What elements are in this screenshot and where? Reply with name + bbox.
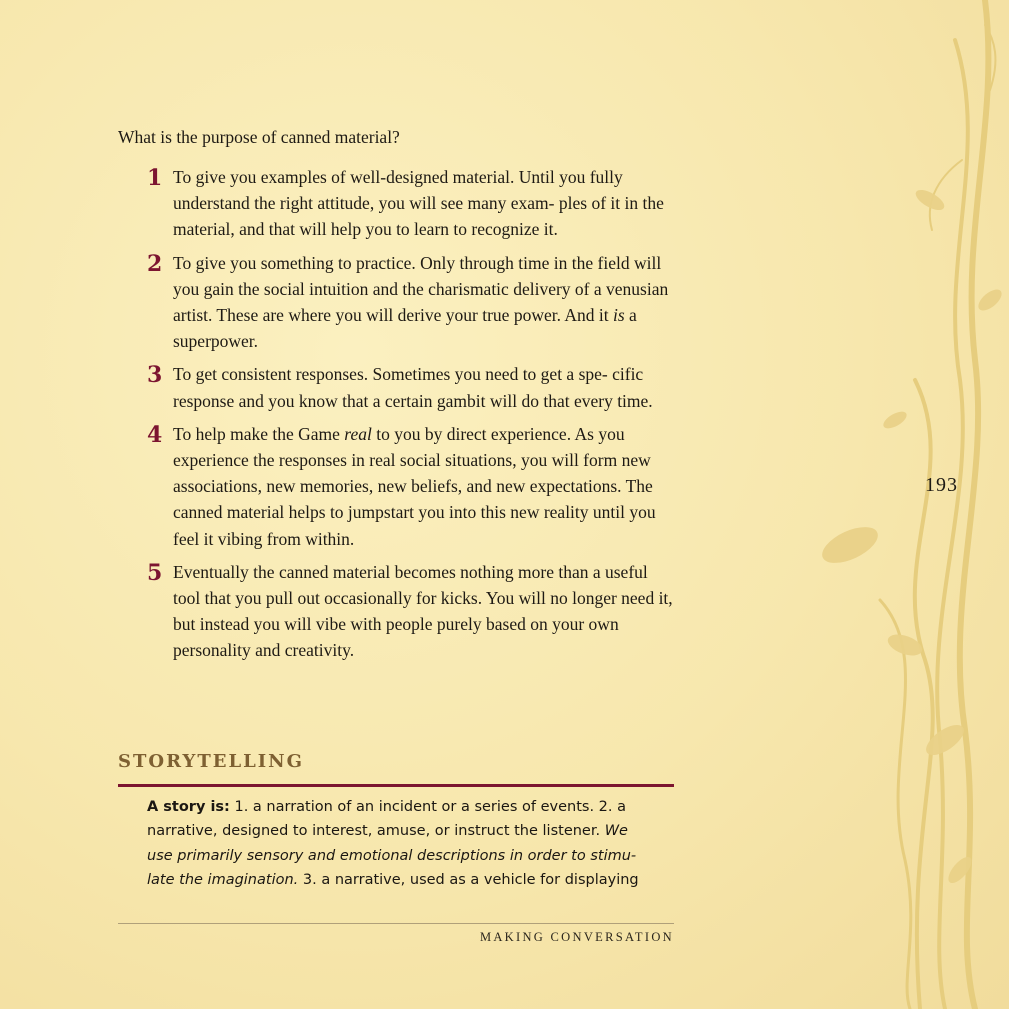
item-number: 5 (147, 559, 163, 586)
list-item (147, 164, 675, 243)
intro-question: What is the purpose of canned material? (118, 127, 400, 147)
footer-rule (118, 923, 674, 924)
list-item (147, 250, 675, 355)
section-heading: STORYTELLING (118, 751, 304, 772)
item-number: 2 (147, 250, 163, 277)
list-item (147, 421, 675, 552)
heading-rule (118, 784, 674, 787)
item-number: 1 (147, 165, 163, 191)
item-text: To help make the Game real to you by direct experience. As you experience the responses in real social situations, you will form new associations, new memories, new beliefs, and new expectations. The canned material helps to jumpstart you into this new reality until you feel it vibing from within. (173, 423, 656, 549)
item-text: To get consistent responses. Sometimes you need to get a spe- cific response and you know that a certain gambit will do that every time. (173, 364, 653, 411)
definition-term: A story is: (147, 799, 230, 815)
page-number: 193 (925, 474, 958, 496)
purpose-list (147, 164, 675, 671)
item-number: 3 (147, 362, 163, 389)
running-footer: MAKING CONVERSATION (479, 930, 674, 944)
item-text: To give you examples of well-designed material. Until you fully understand the right attitude, you will see many exam- ples of it in the material, and that will help you to learn to recognize it. (173, 167, 664, 240)
story-definition: A story is: 1. a narration of an incident or a series of events. 2. a narrative, designed to interest, amuse, or instruct the listener. We use primarily sensory and emotional descriptions in order to stimu-late the imagination. 3. a narrative, used as a vehicle for displaying (147, 799, 639, 889)
list-item (147, 559, 675, 664)
list-item (147, 361, 675, 413)
item-text: Eventually the canned material becomes nothing more than a useful tool that you pull out occasionally for kicks. You will no longer need it, but instead you will vibe with people purely based on your own personality and creativity. (173, 561, 673, 661)
item-text: To give you something to practice. Only through time in the field will you gain the social intuition and the charismatic delivery of a venusian artist. These are where you will derive your true power. And it is a superpower. (173, 252, 669, 352)
item-number: 4 (147, 421, 163, 448)
